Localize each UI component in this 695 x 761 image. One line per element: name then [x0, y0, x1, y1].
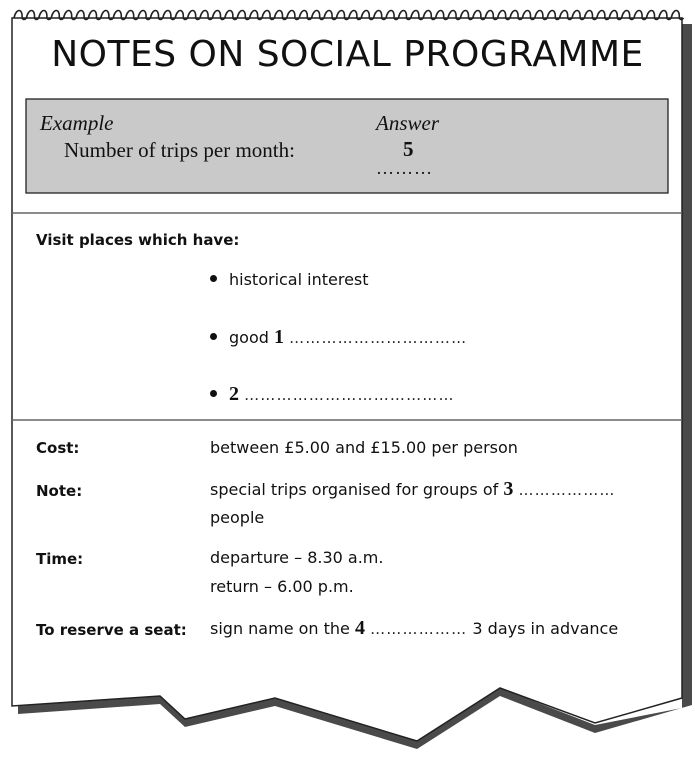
note-label: Note: [36, 482, 83, 500]
time-label: Time: [36, 550, 84, 568]
answer-blank-3[interactable]: ……………… [518, 481, 616, 499]
example-question: Number of trips per month: [64, 138, 295, 162]
reserve-line [210, 617, 618, 640]
example-label: Example [40, 111, 114, 135]
example-answer-dots: ……… [376, 158, 433, 178]
question-number-1: 1 [273, 326, 284, 348]
bullet-icon [210, 390, 217, 397]
place-item-text: historical interest [229, 270, 369, 289]
bullet-icon [210, 333, 217, 340]
reserve-label: To reserve a seat: [36, 621, 187, 639]
question-number-4: 4 [355, 617, 365, 639]
question-number-3: 3 [503, 478, 514, 500]
place-item-historical [210, 270, 369, 289]
reserve-text-after: 3 days in advance [472, 619, 619, 638]
bullet-icon [210, 275, 217, 282]
place-item-1 [210, 326, 467, 349]
question-number-2: 2 [229, 383, 239, 405]
answer-label: Answer [376, 111, 439, 135]
reserve-text: sign name on the [210, 619, 350, 638]
note-text: special trips organised for groups of [210, 480, 499, 499]
cost-value: between £5.00 and £15.00 per person [210, 438, 518, 457]
return-time: return – 6.00 p.m. [210, 577, 354, 596]
answer-blank-4[interactable]: ……………… [370, 620, 468, 638]
place-item-2 [210, 383, 455, 406]
note-text-after: people [210, 508, 265, 527]
example-answer: 5 [403, 137, 414, 161]
page-title: NOTES ON SOCIAL PROGRAMME [51, 34, 644, 75]
answer-blank-2[interactable]: ………………………………… [244, 386, 455, 404]
note-line [210, 478, 616, 501]
departure-time: departure – 8.30 a.m. [210, 548, 384, 567]
places-heading: Visit places which have: [36, 231, 240, 249]
place-item-prefix: good [229, 328, 269, 347]
answer-blank-1[interactable]: …………………………… [289, 329, 468, 347]
cost-label: Cost: [36, 439, 80, 457]
